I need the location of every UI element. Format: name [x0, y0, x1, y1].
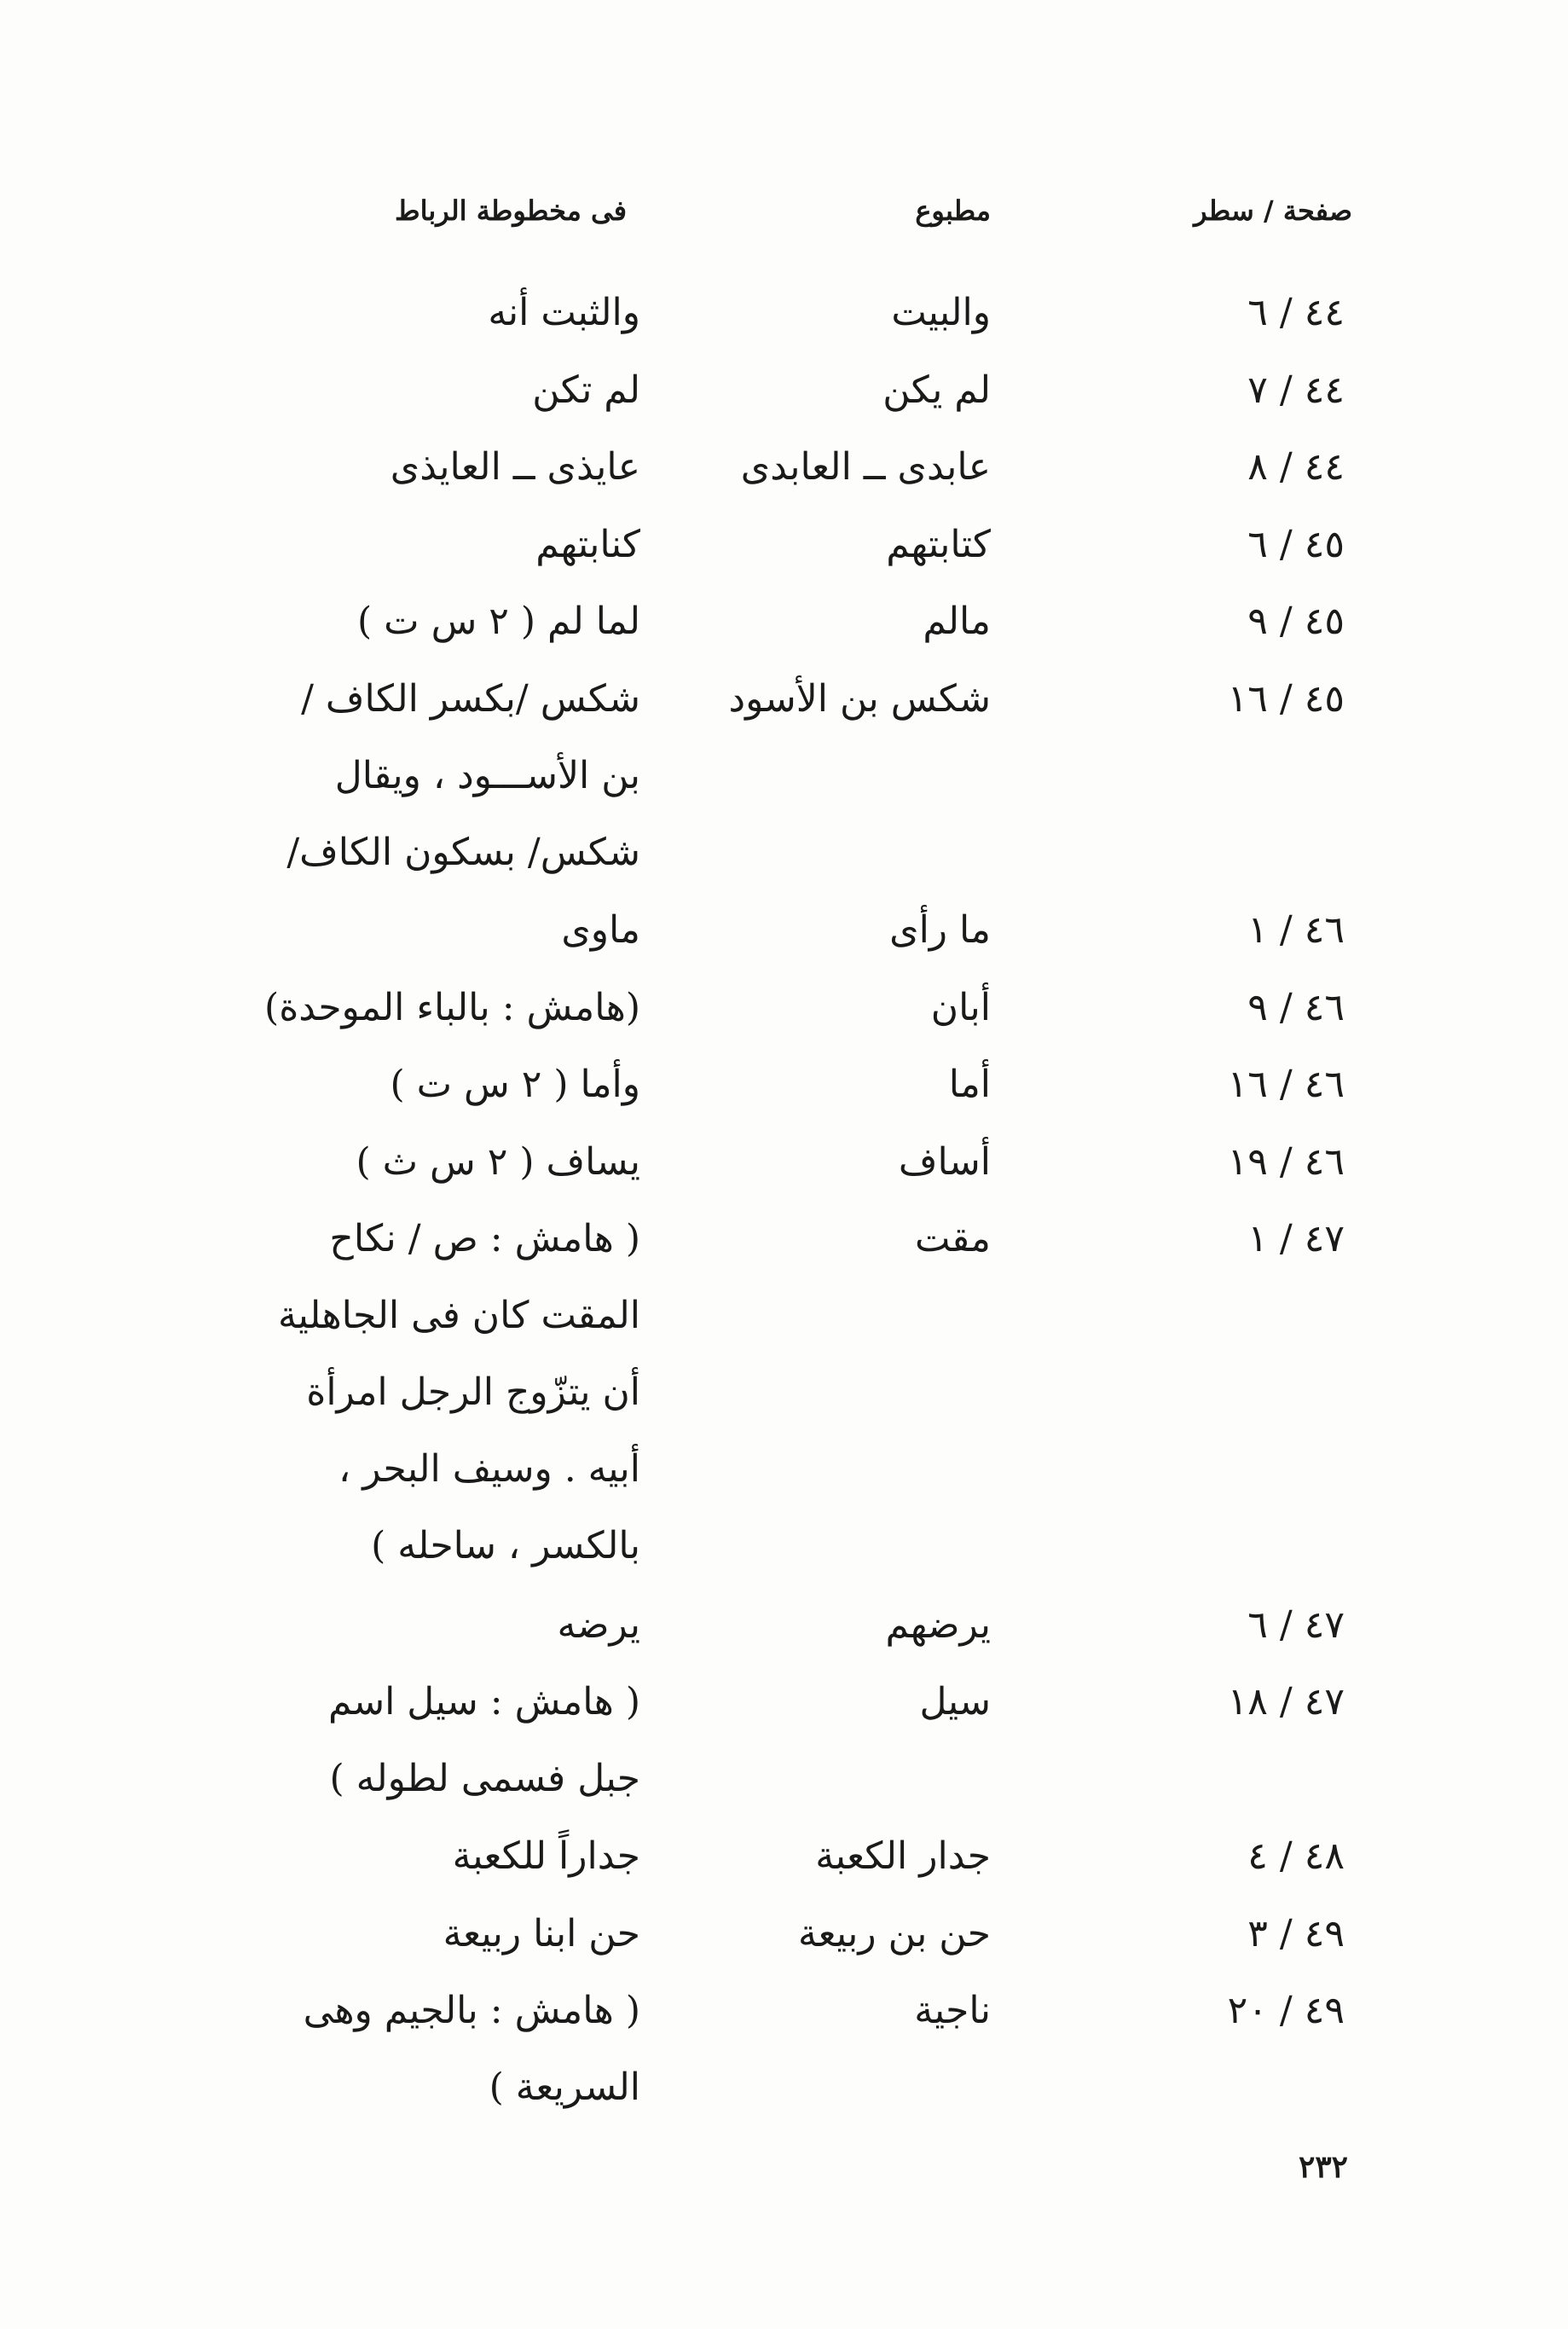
manuscript-line: جداراً للكعبة: [452, 1834, 640, 1878]
manuscript-line: ( هامش : ص / نكاح: [329, 1217, 640, 1260]
row-reference: ٤٤ / ٨: [1247, 445, 1345, 489]
row-manuscript: [197, 429, 640, 506]
row-manuscript: [197, 1201, 640, 1585]
row-printed: أما: [948, 1063, 991, 1106]
manuscript-line: حن ابنا ربيعة: [443, 1911, 640, 1955]
manuscript-line: يرضه: [557, 1602, 640, 1647]
manuscript-line: جبل فسمى لطوله ): [329, 1757, 640, 1800]
row-manuscript: [197, 583, 640, 660]
row-printed: ما رأى: [889, 908, 991, 952]
row-printed: أبان: [930, 985, 991, 1029]
row-reference: ٤٦ / ١: [1247, 908, 1345, 952]
manuscript-line: ماوى: [561, 908, 640, 952]
row-printed: حن بن ربيعة: [798, 1911, 991, 1955]
row-manuscript: [197, 661, 640, 891]
manuscript-line: شكس/ بسكون الكاف/: [286, 830, 640, 874]
row-manuscript: [197, 892, 640, 969]
row-manuscript: [197, 352, 640, 429]
row-reference: ٤٧ / ١: [1247, 1217, 1345, 1260]
row-manuscript: [197, 1587, 640, 1664]
row-printed: كتابتهم: [886, 522, 991, 566]
header-printed: مطبوع: [915, 194, 991, 227]
row-reference: ٤٦ / ٩: [1247, 985, 1345, 1029]
row-manuscript: [197, 1046, 640, 1123]
manuscript-line: يساف ( ٢ س ث ): [356, 1139, 640, 1184]
row-manuscript: [197, 1973, 640, 2126]
row-reference: ٤٤ / ٧: [1247, 368, 1345, 412]
manuscript-line: المقت كان فى الجاهلية: [278, 1294, 640, 1337]
manuscript-line: لم تكن: [532, 368, 640, 412]
row-manuscript: [197, 970, 640, 1046]
row-printed: ناجية: [914, 1989, 991, 2032]
manuscript-line: (هامش : بالباء الموحدة): [264, 985, 640, 1029]
manuscript-line: أن يتزّوج الرجل امرأة: [306, 1370, 640, 1414]
row-reference: ٤٧ / ٦: [1247, 1602, 1345, 1647]
row-printed: لم يكن: [882, 368, 991, 412]
row-printed: جدار الكعبة: [815, 1834, 991, 1878]
row-printed: والبيت: [891, 291, 991, 334]
row-printed: سيل: [919, 1680, 991, 1724]
header-manuscript: فى مخطوطة الرباط: [395, 194, 627, 227]
row-reference: ٤٤ / ٦: [1247, 291, 1345, 334]
manuscript-line: السريعة ): [489, 2065, 640, 2109]
row-manuscript: [197, 275, 640, 351]
row-reference: ٤٨ / ٤: [1247, 1834, 1345, 1878]
row-manuscript: [197, 1818, 640, 1895]
manuscript-line: ( هامش : بالجيم وهى: [303, 1989, 640, 2032]
page-number: ٢٣٢: [1298, 2149, 1348, 2185]
manuscript-line: والثبت أنه: [488, 291, 640, 334]
manuscript-line: وأما ( ٢ س ت ): [390, 1063, 640, 1106]
row-printed: يرضهم: [885, 1602, 991, 1647]
row-printed: مقت: [914, 1217, 991, 1260]
row-manuscript: [197, 1124, 640, 1201]
manuscript-line: لما لم ( ٢ س ت ): [357, 600, 640, 643]
manuscript-line: بن الأســـود ، ويقال: [334, 753, 640, 797]
manuscript-line: ( هامش : سيل اسم: [327, 1680, 640, 1724]
row-reference: ٤٧ / ١٨: [1227, 1680, 1345, 1724]
row-manuscript: [197, 1664, 640, 1817]
manuscript-line: كنابتهم: [535, 522, 640, 566]
manuscript-line: شكس /بكسر الكاف /: [301, 676, 640, 721]
row-printed: شكس بن الأسود: [728, 676, 991, 721]
row-reference: ٤٩ / ٢٠: [1227, 1989, 1345, 2032]
row-reference: ٤٩ / ٣: [1247, 1911, 1345, 1955]
manuscript-line: أبيه . وسيف البحر ،: [338, 1447, 640, 1491]
row-printed: أساف: [898, 1139, 991, 1184]
row-reference: ٤٥ / ١٦: [1227, 676, 1345, 721]
row-printed: مالم: [923, 600, 991, 643]
row-reference: ٤٥ / ٦: [1247, 522, 1345, 566]
row-printed: عابدى ــ العابدى: [740, 445, 991, 489]
row-reference: ٤٥ / ٩: [1247, 600, 1345, 643]
manuscript-line: بالكسر ، ساحله ): [371, 1524, 640, 1567]
header-reference: صفحة / سطر: [1194, 194, 1352, 227]
row-reference: ٤٦ / ١٩: [1227, 1139, 1345, 1184]
row-reference: ٤٦ / ١٦: [1227, 1063, 1345, 1106]
row-manuscript: [197, 507, 640, 583]
manuscript-line: عايذى ــ العايذى: [390, 445, 640, 489]
row-manuscript: [197, 1896, 640, 1973]
